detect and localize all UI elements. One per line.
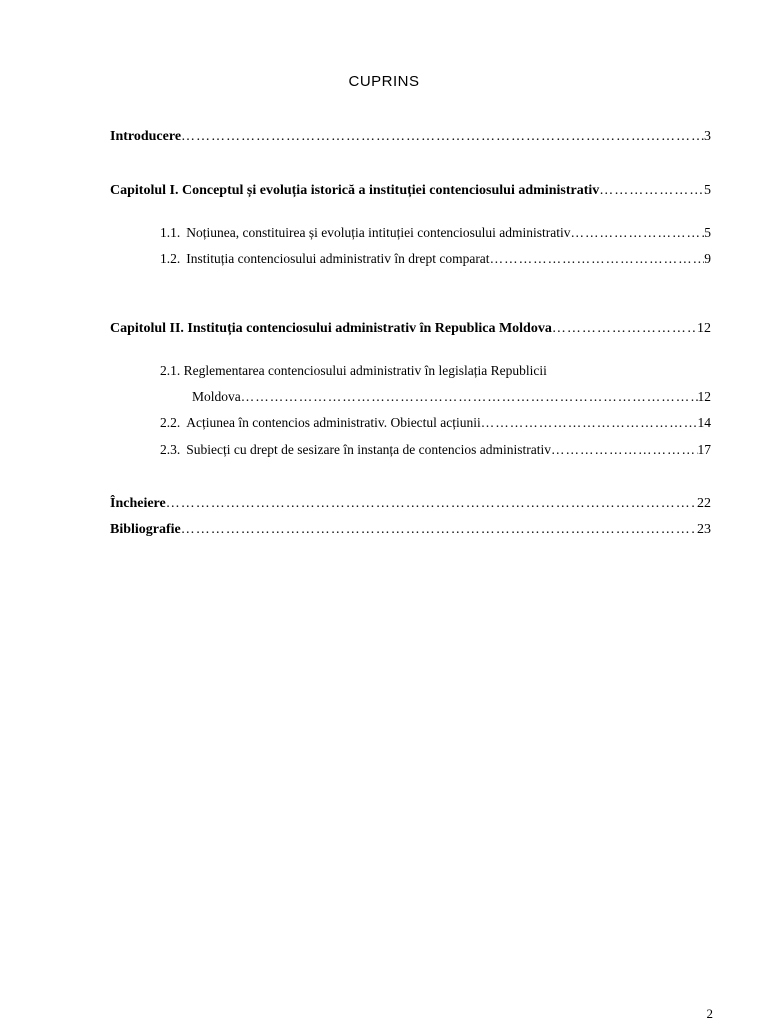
toc-entry-1-2[interactable] (160, 250, 711, 268)
toc-entry-page: 12 (697, 321, 711, 336)
toc-entry-label-continuation: Moldova (192, 389, 241, 404)
toc-entry-introducere[interactable] (110, 128, 711, 146)
toc-entry-page: 5 (704, 183, 711, 198)
toc-entry-page: 3 (704, 129, 711, 144)
toc-entry-number: 1.2. (160, 251, 181, 266)
toc-entry-label: Capitolul II. Instituția contenciosului administrativ în Republica Moldova (110, 321, 552, 336)
toc-entry-capitolul-1[interactable] (110, 182, 711, 200)
toc-entry-label: Capitolul I. Conceptul și evoluția istorică a instituției contenciosului administrativ (110, 183, 600, 198)
toc-entry-page: 17 (697, 442, 711, 457)
toc-entry-page: 22 (697, 496, 711, 511)
toc-entry-incheiere[interactable] (110, 495, 711, 513)
dot-leader (166, 495, 697, 513)
toc-entry-1-1[interactable] (160, 224, 711, 242)
dot-leader (241, 388, 698, 406)
toc-entry-2-3[interactable] (160, 441, 711, 459)
toc-entry-bibliografie[interactable] (110, 521, 711, 539)
toc-entry-2-1-line2[interactable] (192, 388, 711, 406)
dot-leader (599, 182, 704, 200)
toc-entry-label: Instituția contenciosului administrativ în drept comparat (186, 251, 490, 266)
toc-entry-label: Încheiere (110, 496, 166, 511)
toc-entry-label: Reglementarea contenciosului administrativ în legislația Republicii (183, 363, 547, 378)
toc-entry-page: 14 (697, 415, 711, 430)
dot-leader (181, 521, 697, 539)
dot-leader (181, 128, 704, 146)
toc-entry-2-2[interactable] (160, 414, 711, 432)
page-number: 2 (706, 1006, 713, 1021)
toc-entry-label: Acțiunea în contencios administrativ. Obiectul acțiunii (186, 415, 481, 430)
toc-entry-number: 1.1. (160, 225, 181, 240)
dot-leader (481, 414, 698, 432)
toc-entry-number: 2.2. (160, 415, 181, 430)
dot-leader (490, 250, 705, 268)
toc-entry-page: 23 (697, 522, 711, 537)
toc-entry-page: 5 (704, 225, 711, 240)
dot-leader (571, 224, 705, 242)
toc-entry-label: Bibliografie (110, 522, 181, 537)
toc-entry-number: 2.1. (160, 363, 181, 378)
dot-leader (552, 320, 697, 338)
toc-entry-page: 9 (704, 251, 711, 266)
toc-entry-capitolul-2[interactable] (110, 320, 711, 338)
toc-entry-2-1-line1[interactable] (160, 362, 547, 380)
toc-entry-label: Subiecți cu drept de sesizare în instanța de contencios administrativ (186, 442, 552, 457)
toc-entry-page: 12 (697, 389, 711, 404)
toc-entry-label: Noțiunea, constituirea și evoluția intituției contenciosului administrativ (186, 225, 571, 240)
toc-title: CUPRINS (348, 73, 420, 90)
toc-entry-label: Introducere (110, 129, 182, 144)
toc-entry-number: 2.3. (160, 442, 181, 457)
dot-leader (551, 441, 697, 459)
